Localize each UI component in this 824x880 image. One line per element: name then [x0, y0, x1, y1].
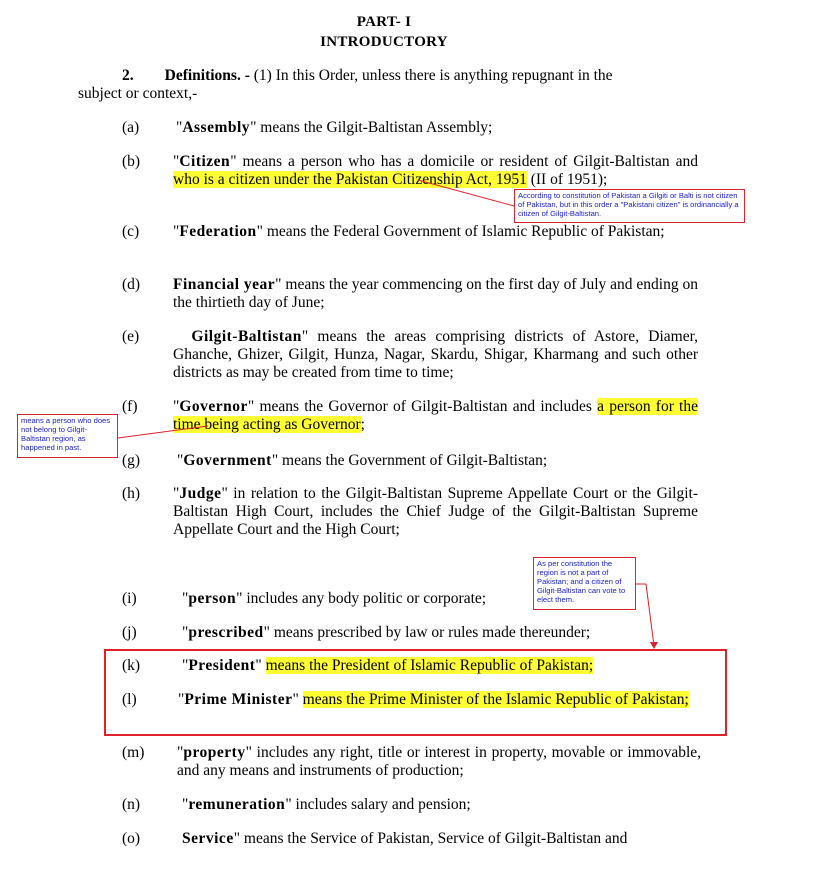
connector-line	[118, 426, 208, 438]
definition-federation: "Federation" means the Federal Government of Islamic Republic of Pakistan;	[173, 223, 665, 240]
def-term: Citizen	[179, 153, 231, 170]
def-text: means the areas comprising districts of Astore, Diamer, Ghanche, Ghizer, Gilgit, Hunza, Nagar, Skardu, Shigar, Kharmang and such other districts as may be created from time to time;	[173, 328, 698, 381]
def-term: property	[183, 744, 246, 761]
definition-judge: "Judge" in relation to the Gilgit-Baltistan Supreme Appellate Court or the Gilgit-Baltistan High Court, includes the Chief Judge of the Gilgit-Baltistan Supreme Appellate Court and the High Court;	[173, 485, 698, 538]
def-text: means the Federal Government of Islamic Republic of Pakistan;	[266, 223, 665, 240]
def-text: in relation to the Gilgit-Baltistan Supreme Appellate Court or the Gilgit-Baltistan High Court, includes the Chief Judge of the Gilgit-Baltistan Supreme Appellate Court and the High Court;	[173, 485, 698, 538]
def-text: means a person who has a domicile or resident of Gilgit-Baltistan and	[242, 153, 699, 170]
def-term: remuneration	[188, 796, 286, 813]
definition-person: "person" includes any body politic or corporate;	[182, 590, 487, 607]
def-text: means the Gilgit-Baltistan Assembly;	[260, 119, 493, 136]
definition-service: Service" means the Service of Pakistan, Service of Gilgit-Baltistan and	[182, 830, 628, 847]
def-label: (b)	[122, 153, 141, 170]
def-label: (f)	[122, 398, 138, 415]
page-title: INTRODUCTORY	[320, 34, 448, 50]
definition-citizen: "Citizen" means a person who has a domicile or resident of Gilgit-Baltistan and who is a citizen under the Pakistan Citizenship Act, 1951 (II of 1951);	[173, 153, 699, 188]
def-term: Judge	[179, 485, 222, 502]
definition-property: "property" includes any right, title or interest in property, movable or immovable, and any means and instruments of production;	[177, 744, 702, 779]
def-text: means the year commencing on the first day of July and ending on the thirtieth day of June;	[173, 276, 698, 311]
definition-remuneration: "remuneration" includes salary and pension;	[182, 796, 471, 813]
definition-government: "Government" means the Government of Gilgit-Baltistan;	[177, 452, 548, 469]
section-intro-continued: subject or context,-	[78, 85, 198, 102]
def-label: (m)	[122, 744, 145, 761]
def-text-after: ;	[360, 416, 365, 433]
def-text: means the Service of Pakistan, Service of Gilgit-Baltistan and	[243, 830, 628, 847]
def-text-after: (II of 1951);	[530, 171, 608, 188]
def-term: Federation	[179, 223, 257, 240]
section-number: 2.	[122, 67, 134, 84]
definition-financial-year: Financial year" means the year commencing on the first day of July and ending on the thirtieth day of June;	[173, 276, 698, 311]
comment-governor[interactable]: means a person who does not belong to Gilgit-Baltistan region, as happened in past.	[17, 414, 118, 458]
def-label: (a)	[122, 119, 140, 136]
def-text: means prescribed by law or rules made thereunder;	[273, 624, 591, 641]
def-term: Service	[182, 830, 234, 847]
def-label: (l)	[122, 691, 137, 708]
section-heading: Definitions. -	[164, 67, 250, 84]
def-label: (h)	[122, 485, 141, 502]
def-term: Financial year	[173, 276, 276, 293]
definition-prescribed: "prescribed" means prescribed by law or rules made thereunder;	[182, 624, 591, 641]
def-label: (c)	[122, 223, 140, 240]
connector-line	[418, 180, 514, 206]
definition-assembly: "Assembly" means the Gilgit-Baltistan Assembly;	[176, 119, 493, 136]
highlighted-text: means the Prime Minister of the Islamic Republic of Pakistan;	[302, 691, 689, 708]
highlighted-text: who is a citizen under the Pakistan Citizenship Act, 1951	[173, 171, 527, 188]
def-text: means the Government of Gilgit-Baltistan;	[282, 452, 548, 469]
def-text: includes any right, title or interest in property, movable or immovable, and any means and instruments of production;	[177, 744, 702, 779]
def-term: Gilgit-Baltistan	[191, 328, 302, 345]
highlighted-text: means the President of Islamic Republic of Pakistan;	[265, 657, 594, 674]
definition-prime-minister: "Prime Minister" means the Prime Minister of the Islamic Republic of Pakistan;	[178, 691, 689, 708]
def-term: Government	[183, 452, 272, 469]
definition-governor: "Governor" means the Governor of Gilgit-Baltistan and includes a person for the time being acting as Governor;	[173, 398, 698, 433]
def-term: prescribed	[188, 624, 264, 641]
def-term: Governor	[179, 398, 248, 415]
def-term: President	[188, 657, 256, 674]
arrow-head-icon	[650, 642, 658, 649]
definition-gilgit-baltistan: Gilgit-Baltistan" means the areas comprising districts of Astore, Diamer, Ghanche, Ghizer, Gilgit, Hunza, Nagar, Skardu, Shigar, Kharmang and such other districts as may be created from time to time;	[173, 328, 698, 381]
def-label: (d)	[122, 276, 141, 293]
connector-line	[636, 584, 654, 646]
def-term: Assembly	[182, 119, 251, 136]
highlighted-text: a person for the time being acting as Governor	[173, 398, 698, 433]
def-label: (o)	[122, 830, 141, 847]
def-text: includes any body politic or corporate;	[246, 590, 487, 607]
def-label: (k)	[122, 657, 141, 674]
part-heading: PART- I	[356, 14, 412, 30]
def-text: means the Governor of Gilgit-Baltistan and includes	[259, 398, 592, 415]
definition-president: "President" means the President of Islamic Republic of Pakistan;	[182, 657, 594, 674]
def-label: (e)	[122, 328, 140, 345]
section-intro-text: (1) In this Order, unless there is anything repugnant in the	[253, 67, 613, 84]
def-label: (g)	[122, 452, 141, 469]
def-label: (j)	[122, 624, 137, 641]
comment-citizen[interactable]: According to constitution of Pakistan a Gilgiti or Balti is not citizen of Pakistan, but in this order a "Pakistani citizen" is ordinancially a citizen of Gilgit-Baltistan.	[514, 189, 745, 223]
def-text: includes salary and pension;	[295, 796, 471, 813]
def-term: person	[188, 590, 237, 607]
def-label: (i)	[122, 590, 137, 607]
def-term: Prime Minister	[184, 691, 293, 708]
comment-president[interactable]: As per constitution the region is not a part of Pakistan; and a citizen of Gilgit-Baltistan can vote to elect them.	[533, 557, 636, 610]
def-label: (n)	[122, 796, 141, 813]
